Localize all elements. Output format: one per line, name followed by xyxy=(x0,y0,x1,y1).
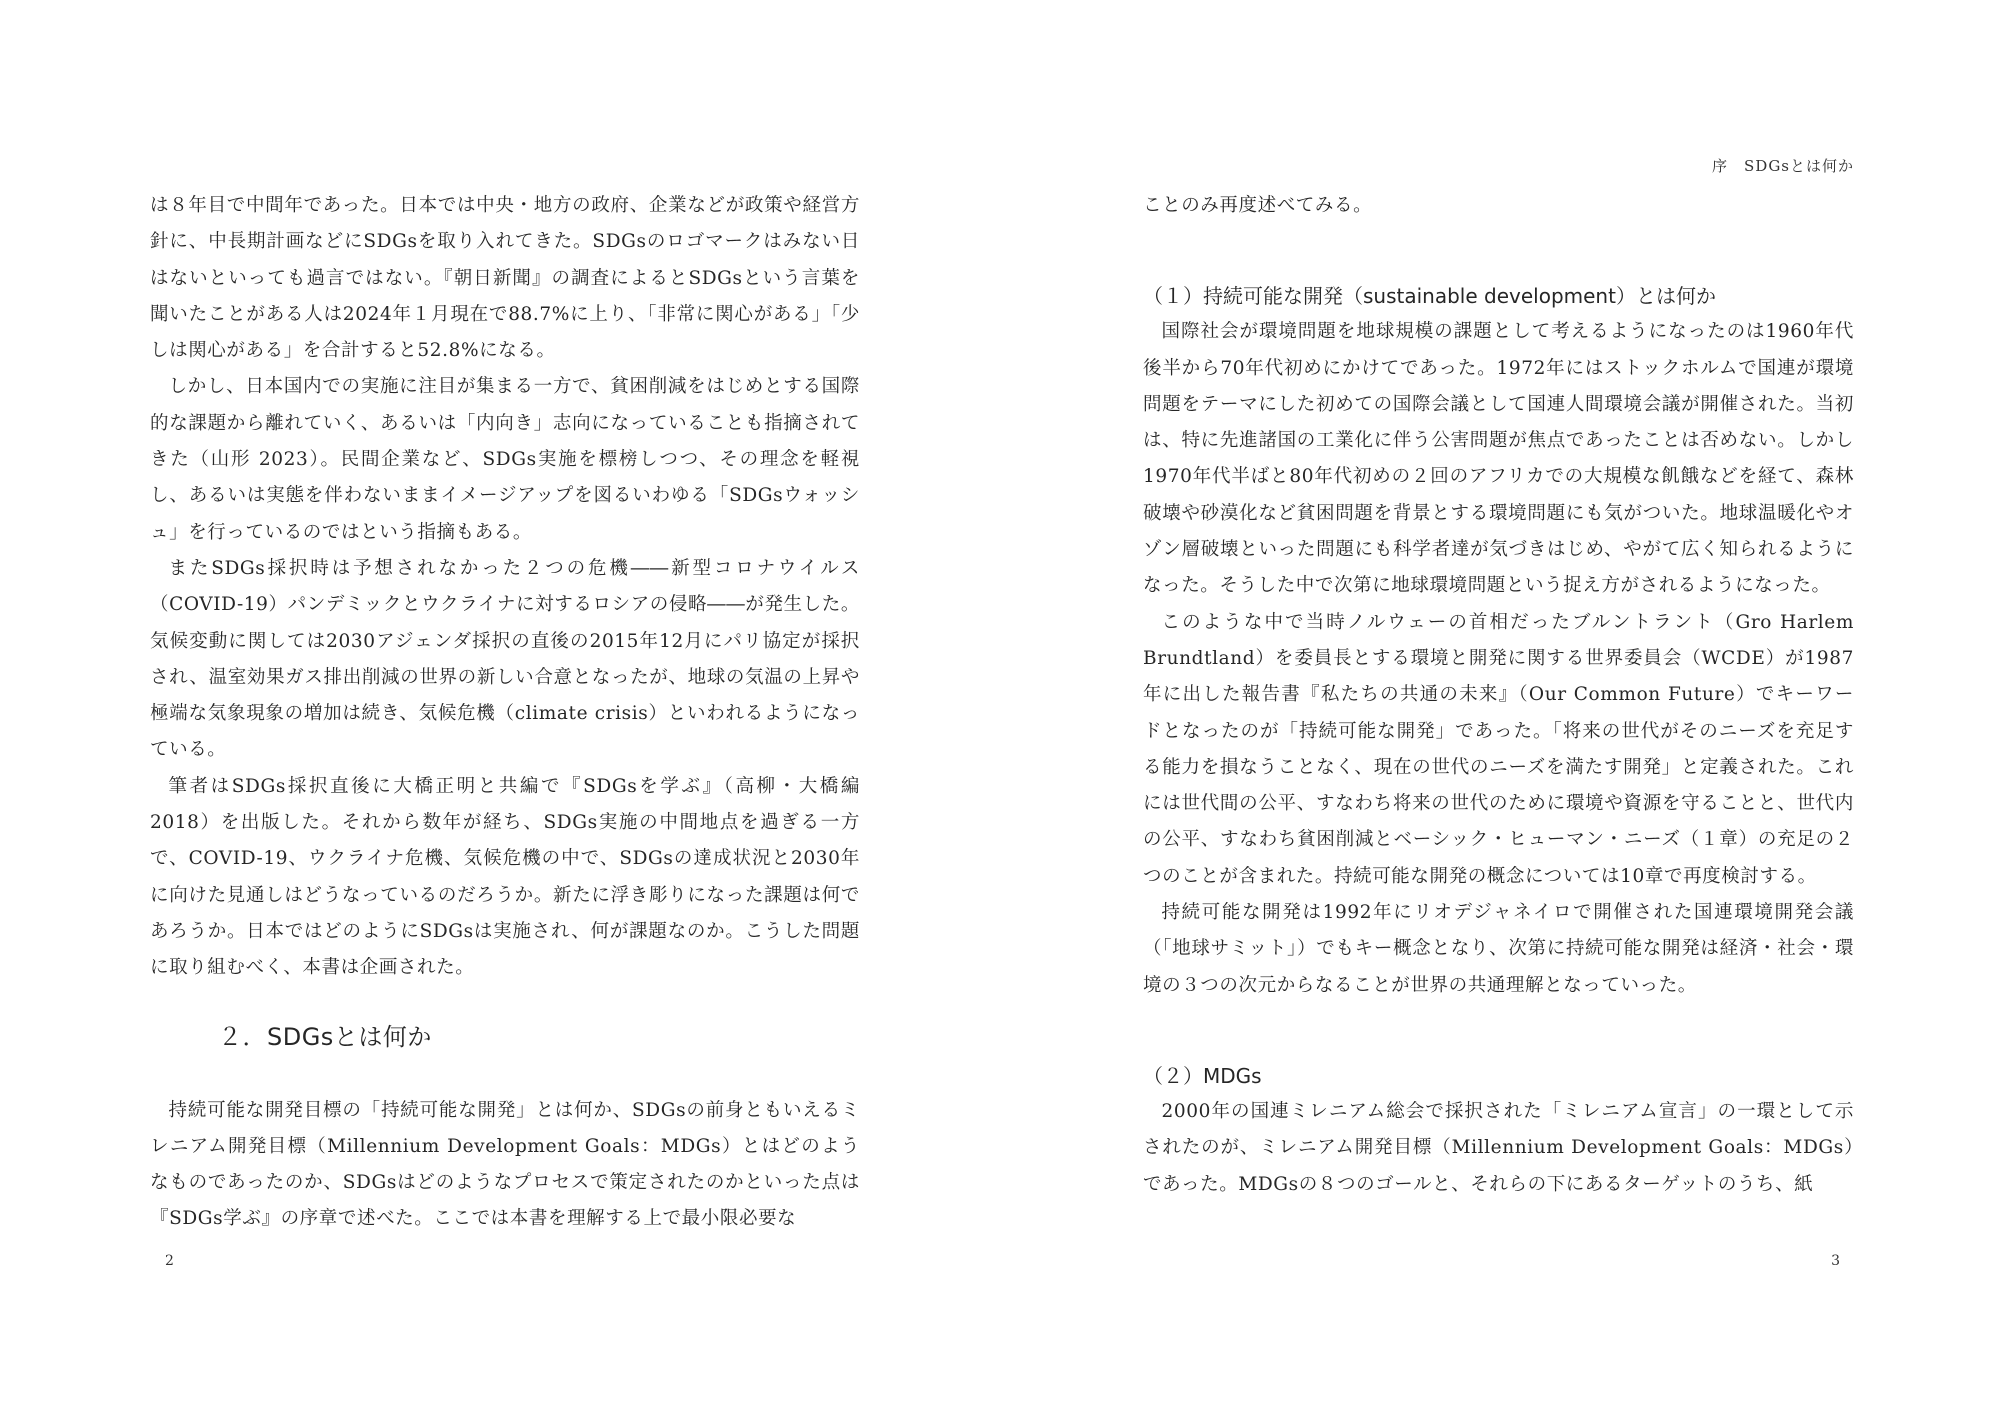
body-paragraph: またSDGs採択時は予想されなかった２つの危機――新型コロナウイルス（COVID-19）パンデミックとウクライナに対するロシアの侵略――が発生した。気候変動に関しては2030アジェンダ採択の直後の2015年12月にパリ協定が採択され、温室効果ガス排出削減の世界の新しい合意となったが、地球の気温の上昇や極端な気象現象の増加は続き、気候危機（climate crisis）といわれるようになっている。 xyxy=(150,557,860,761)
body-paragraph: 筆者はSDGs採択直後に大橋正明と共編で『SDGsを学ぶ』（高柳・大橋編 2018）を出版した。それから数年が経ち、SDGs実施の中間地点を過ぎる一方で、COVID-19、ウクライナ危機、気候危機の中で、SDGsの達成状況と2030年に向けた見通しはどうなっているのだろうか。新たに浮き彫りになった課題は何であろうか。日本ではどのようにSDGsは実施され、何が課題なのか。こうした問題に取り組むべく、本書は企画された。 xyxy=(150,775,860,979)
right-page xyxy=(1143,0,1854,1414)
body-paragraph: 持続可能な開発目標の「持続可能な開発」とは何か、SDGsの前身ともいえるミレニアム開発目標（Millennium Development Goals：MDGs）とはどのようなものであったのか、SDGsはどのようなプロセスで策定されたのかといった点は『SDGs学ぶ』の序章で述べた。ここでは本書を理解する上で最小限必要な xyxy=(150,1099,860,1230)
right-page-body xyxy=(1143,188,1854,1203)
page-number: 2 xyxy=(165,1253,174,1269)
body-paragraph: 国際社会が環境問題を地球規模の課題として考えるようになったのは1960年代後半から70年代初めにかけてであった。1972年にはストックホルムで国連が環境問題をテーマにした初めての国際会議として国連人間環境会議が開催された。当初は、特に先進諸国の工業化に伴う公害問題が焦点であったことは否めない。しかし1970年代半ばと80年代初めの２回のアフリカでの大規模な飢餓などを経て、森林破壊や砂漠化など貧困問題を背景とする環境問題にも気がついた。地球温暖化やオゾン層破壊といった問題にも科学者達が気づきはじめ、やがて広く知られるようになった。そうした中で次第に地球環境問題という捉え方がされるようになった。 xyxy=(1143,321,1854,597)
left-page xyxy=(150,0,860,1414)
body-paragraph: ことのみ再度述べてみる。 xyxy=(1143,195,1373,216)
section-title: ２．SDGsとは何か xyxy=(218,1022,432,1051)
body-paragraph: このような中で当時ノルウェーの首相だったブルントラント（Gro Harlem Brundtland）を委員長とする環境と開発に関する世界委員会（WCDE）が1987年に出した報告書『私たちの共通の未来』（Our Common Future）でキーワードとなったのが「持続可能な開発」であった。「将来の世代がそのニーズを充足する能力を損なうことなく、現在の世代のニーズを満たす開発」と定義された。これには世代間の公平、すなわち将来の世代のために環境や資源を守ることと、世代内の公平、すなわち貧困削減とベーシック・ヒューマン・ニーズ（１章）の充足の２つのことが含まれた。持続可能な開発の概念については10章で再度検討する。 xyxy=(1143,611,1854,887)
body-paragraph: 持続可能な開発は1992年にリオデジャネイロで開催された国連環境開発会議（「地球サミット」）でもキー概念となり、次第に持続可能な開発は経済・社会・環境の３つの次元からなることが世界の共通理解となっていった。 xyxy=(1143,902,1854,996)
left-page-body xyxy=(150,188,860,1238)
subsection-heading: （２）MDGs xyxy=(1143,1063,1262,1088)
body-paragraph: は８年目で中間年であった。日本では中央・地方の政府、企業などが政策や経営方針に、中長期計画などにSDGsを取り入れてきた。SDGsのロゴマークはみない日はないといっても過言ではない。『朝日新聞』の調査によるとSDGsという言葉を聞いたことがある人は2024年１月現在で88.7%に上り、「非常に関心がある」「少しは関心がある」を合計すると52.8%になる。 xyxy=(150,195,860,362)
body-paragraph: しかし、日本国内での実施に注目が集まる一方で、貧困削減をはじめとする国際的な課題から離れていく、あるいは「内向き」志向になっていることも指摘されてきた（山形 2023）。民間企業など、SDGs実施を標榜しつつ、その理念を軽視し、あるいは実態を伴わないままイメージアップを図るいわゆる「SDGsウォッシュ」を行っているのではという指摘もある。 xyxy=(150,376,860,543)
body-paragraph: 2000年の国連ミレニアム総会で採択された「ミレニアム宣言」の一環として示されたのが、ミレニアム開発目標（Millennium Development Goals：MDGs）であった。MDGsの８つのゴールと、それらの下にあるターゲットのうち、紙 xyxy=(1143,1100,1854,1195)
page-number: 3 xyxy=(1831,1253,1840,1269)
running-header: 序 SDGsとは何か xyxy=(1712,157,1854,175)
subsection-heading: （１）持続可能な開発（sustainable development）とは何か xyxy=(1143,284,1716,309)
